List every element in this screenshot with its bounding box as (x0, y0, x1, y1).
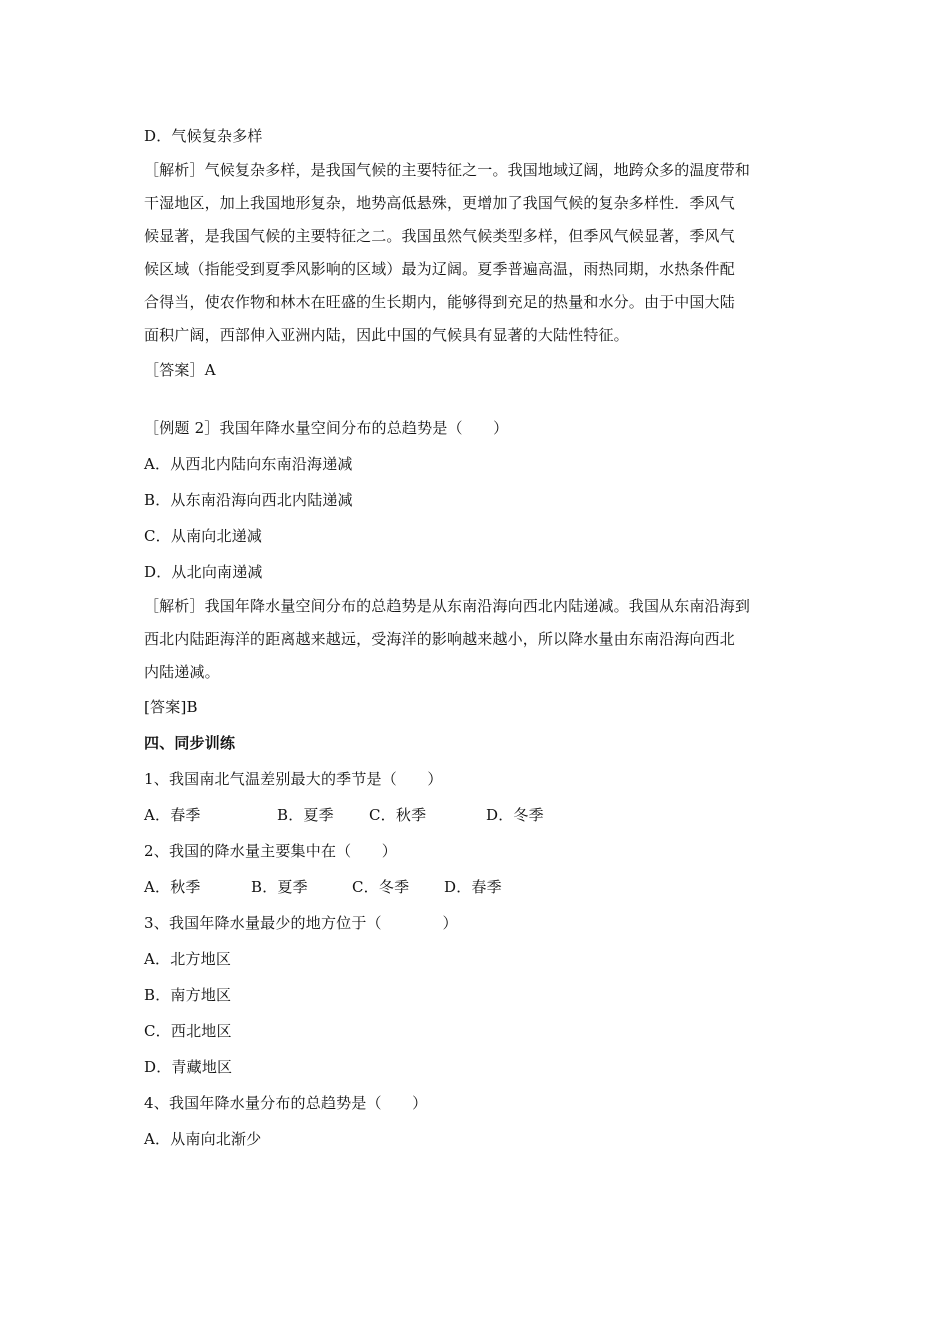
q3-option-a: A．北方地区 (144, 950, 232, 968)
q1-option-d: D．冬季 (486, 806, 544, 824)
q2-option-d: D．春季 (444, 878, 502, 896)
analysis-line: 合得当，使农作物和林木在旺盛的生长期内，能够得到充足的热量和水分。由于中国大陆 (144, 293, 735, 311)
q4-question: 4、我国年降水量分布的总趋势是（ ） (144, 1094, 428, 1112)
q1-option-a: A．春季 (144, 806, 201, 824)
q4-option-a: A．从南向北渐少 (144, 1130, 262, 1148)
example-2-option-c: C．从南向北递减 (144, 527, 263, 545)
q2-option-b: B．夏季 (251, 878, 308, 896)
analysis-paragraph-2 (144, 590, 810, 689)
q3-question: 3、我国年降水量最少的地方位于（ ） (144, 914, 458, 932)
q1-option-b: B．夏季 (277, 806, 334, 824)
q1-options (144, 797, 810, 833)
section-title: 四、同步训练 (144, 734, 236, 752)
q2-options (144, 869, 810, 905)
q3-option-d: D．青藏地区 (144, 1058, 233, 1076)
spacer (144, 388, 810, 410)
example-2-option-b: B．从东南沿海向西北内陆递减 (144, 491, 353, 509)
q1-question: 1、我国南北气温差别最大的季节是（ ） (144, 770, 443, 788)
analysis-line: ［解析］我国年降水量空间分布的总趋势是从东南沿海向西北内陆递减。我国从东南沿海到 (144, 597, 751, 615)
example-2-option-d: D．从北向南递减 (144, 563, 263, 581)
analysis-paragraph-1 (144, 154, 810, 352)
analysis-line: ［解析］气候复杂多样，是我国气候的主要特征之一。我国地域辽阔，地跨众多的温度带和 (144, 161, 751, 179)
q2-question: 2、我国的降水量主要集中在（ ） (144, 842, 397, 860)
answer-1: ［答案］A (144, 361, 216, 379)
q3-option-c: C．西北地区 (144, 1022, 232, 1040)
example-2-question: ［例题 2］我国年降水量空间分布的总趋势是（ ） (144, 419, 509, 437)
answer-2: [答案]B (144, 698, 198, 716)
q3-option-b: B．南方地区 (144, 986, 232, 1004)
q2-option-a: A．秋季 (144, 878, 201, 896)
analysis-line: 候区域（指能受到夏季风影响的区域）最为辽阔。夏季普遍高温，雨热同期，水热条件配 (144, 260, 735, 278)
analysis-line: 候显著，是我国气候的主要特征之二。我国虽然气候类型多样，但季风气候显著，季风气 (144, 227, 735, 245)
example-2-option-a: A．从西北内陆向东南沿海递减 (144, 455, 353, 473)
analysis-line: 内陆递减。 (144, 663, 220, 681)
analysis-line: 西北内陆距海洋的距离越来越远，受海洋的影响越来越小，所以降水量由东南沿海向西北 (144, 630, 735, 648)
option-d: D．气候复杂多样 (144, 127, 263, 145)
analysis-line: 面积广阔，西部伸入亚洲内陆，因此中国的气候具有显著的大陆性特征。 (144, 326, 629, 344)
q2-option-c: C．冬季 (352, 878, 410, 896)
document-page (144, 118, 810, 1157)
q1-option-c: C．秋季 (369, 806, 427, 824)
analysis-line: 干湿地区，加上我国地形复杂，地势高低悬殊，更增加了我国气候的复杂多样性．季风气 (144, 194, 735, 212)
